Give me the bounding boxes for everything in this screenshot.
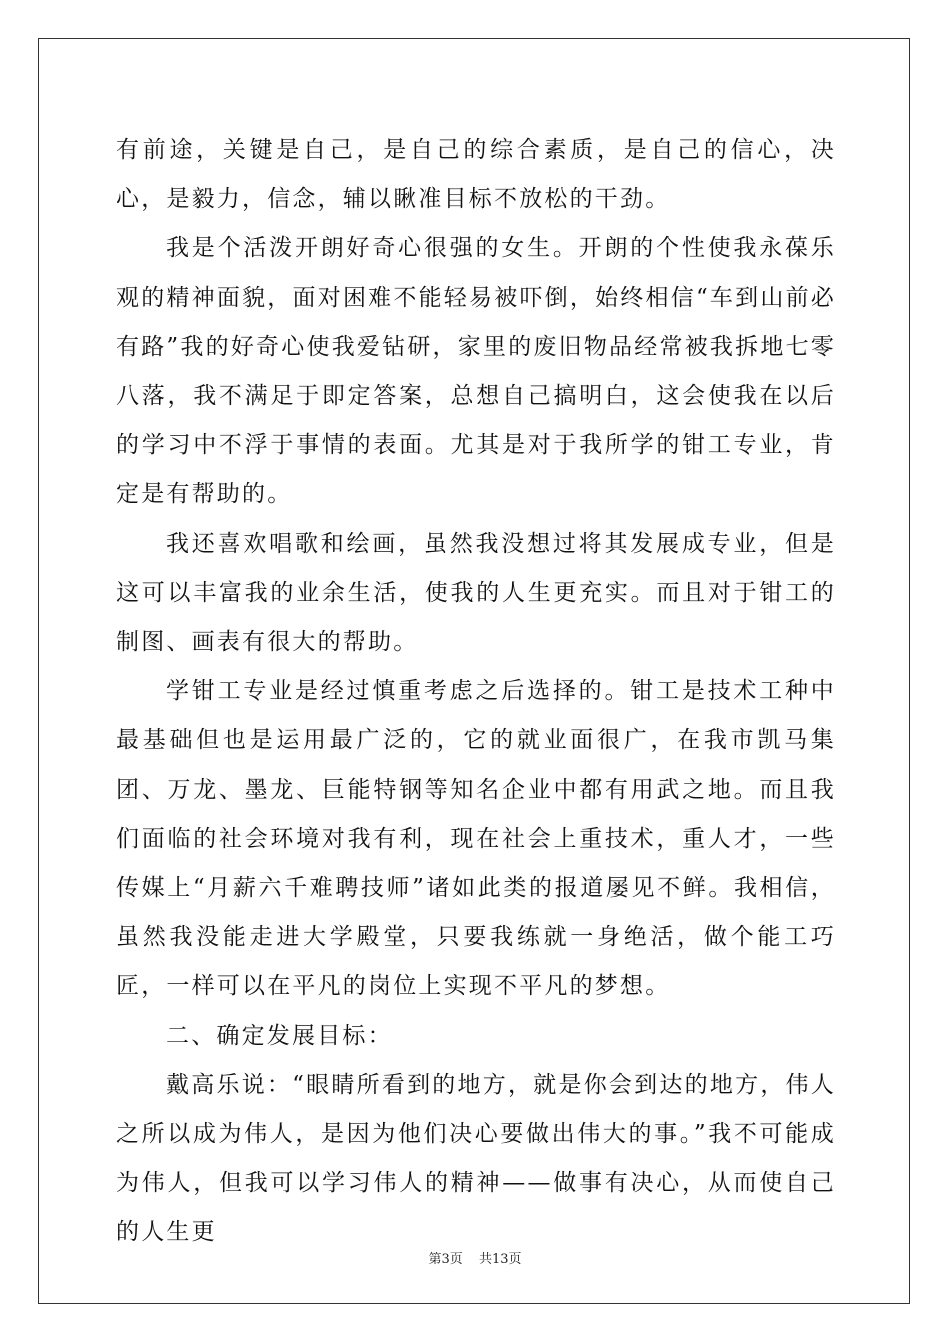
- paragraph-5: 戴高乐说：“眼睛所看到的地方，就是你会到达的地方，伟人之所以成为伟人，是因为他们决心要做出伟大的事。”我不可能成为伟人，但我可以学习伟人的精神——做事有决心，从而使自己的人生更: [116, 1071, 836, 1246]
- page-total: 共13页: [478, 1252, 522, 1267]
- paragraph-2: 我是个活泼开朗好奇心很强的女生。开朗的个性使我永葆乐观的精神面貌，面对困难不能轻易被吓倒，始终相信“车到山前必有路”我的好奇心使我爱钻研，家里的废旧物品经常被我拆地七零八落，我不满足于即定答案，总想自己搞明白，这会使我在以后的学习中不浮于事情的表面。尤其是对于我所学的钳工专业，肯定是有帮助的。: [116, 235, 836, 508]
- document-body: [116, 126, 836, 1258]
- paragraph-3: 我还喜欢唱歌和绘画，虽然我没想过将其发展成专业，但是这可以丰富我的业余生活，使我的人生更充实。而且对于钳工的制图、画表有很大的帮助。: [116, 530, 836, 656]
- page-footer: [0, 1248, 950, 1267]
- section-heading: 二、确定发展目标：: [166, 1022, 393, 1049]
- page-number: 第3页: [428, 1252, 463, 1267]
- paragraph-4: 学钳工专业是经过慎重考虑之后选择的。钳工是技术工种中最基础但也是运用最广泛的，它的就业面很广，在我市凯马集团、万龙、墨龙、巨能特钢等知名企业中都有用武之地。而且我们面临的社会环境对我有利，现在社会上重技术，重人才，一些传媒上“月薪六千难聘技师”诸如此类的报道屡见不鲜。我相信，虽然我没能走进大学殿堂，只要我练就一身绝活，做个能工巧匠，一样可以在平凡的岗位上实现不平凡的梦想。: [116, 678, 836, 1000]
- paragraph-1: 有前途，关键是自己，是自己的综合素质，是自己的信心，决心，是毅力，信念，辅以瞅准目标不放松的干劲。: [116, 137, 836, 213]
